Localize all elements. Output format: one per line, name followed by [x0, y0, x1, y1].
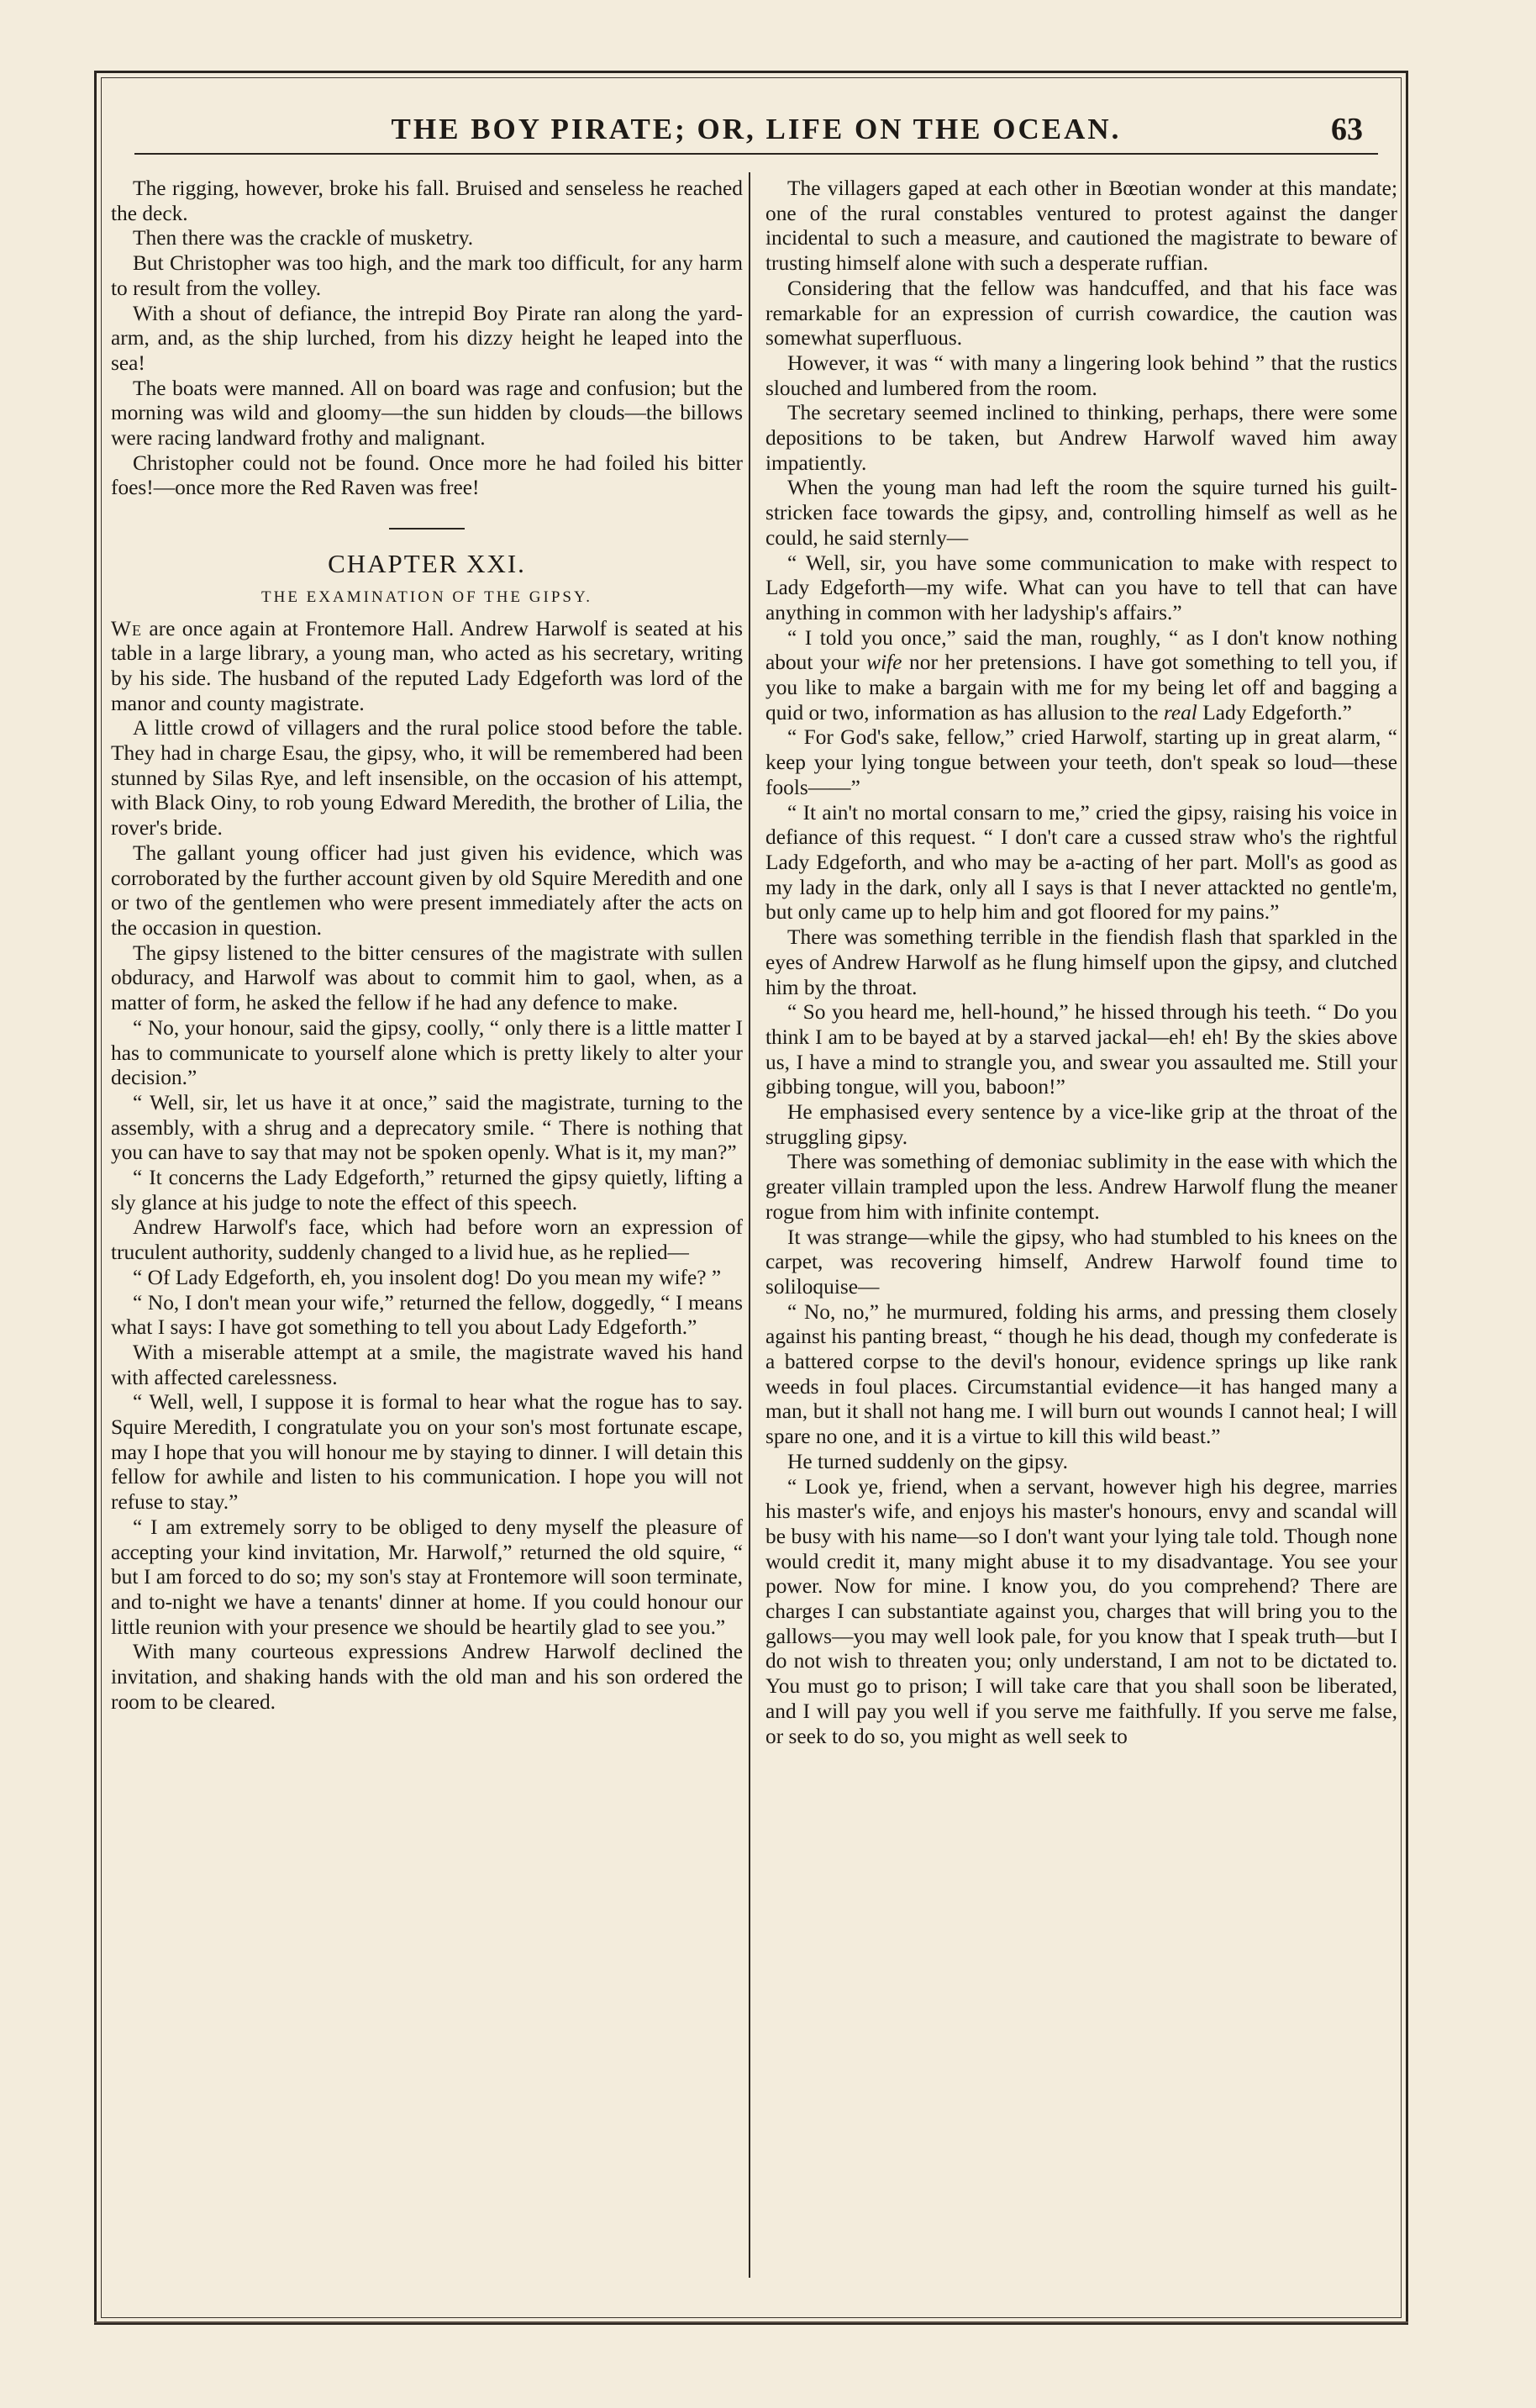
paragraph: “ It concerns the Lady Edgeforth,” returned the gipsy quietly, lifting a sly glance at his judge to note the effect of this speech.	[111, 1166, 743, 1215]
paragraph: “ For God's sake, fellow,” cried Harwolf, starting up in great alarm, “ keep your lying tongue between your teeth, don't speak so loud—these fools——”	[765, 725, 1397, 799]
section-rule	[389, 528, 465, 530]
paragraph: The villagers gaped at each other in Bœotian wonder at this mandate; one of the rural constables ventured to protest against the danger incidental to such a measure, and cautioned the magistrate to beware of trusting himself alone with such a desperate ruffian.	[765, 177, 1397, 276]
paragraph: The boats were manned. All on board was rage and confusion; but the morning was wild and gloomy—the sun hidden by clouds—the billows were racing landward frothy and malignant.	[111, 376, 743, 451]
paragraph: There was something terrible in the fiendish flash that sparkled in the eyes of Andrew Harwolf as he flung himself upon the gipsy, and clutched him by the throat.	[765, 925, 1397, 999]
paragraph-text: nor her pretensions. I have got something to tell you, if you like to make a bargain with me for my being let off and bagging a quid or two, information as has allusion to the	[765, 651, 1397, 725]
paragraph: “ So you heard me, hell-hound,” he hissed through his teeth. “ Do you think I am to be bayed at by a starved jackal—eh! eh! By the skies above us, I have a mind to strangle you, and swear you assaulted me. Still your gibbing tongue, will you, baboon!”	[765, 1000, 1397, 1099]
chapter-subtitle: THE EXAMINATION OF THE GIPSY.	[261, 588, 592, 606]
paragraph: However, it was “ with many a lingering look behind ” that the rustics slouched and lumbered from the room.	[765, 350, 1397, 400]
paragraph: When the young man had left the room the squire turned his guilt-stricken face towards the gipsy, and, controlling himself as well as he could, he said sternly—	[765, 476, 1397, 550]
italic-word: real	[1163, 700, 1197, 725]
paragraph: “ It ain't no mortal consarn to me,” cried the gipsy, raising his voice in defiance of this request. “ I don't care a cussed straw who's the rightful Lady Edgeforth, and who may be a-acting of her part. Moll's as good as my lady in the dark, only all I says is that I never attackted no gentle'm, but only came up to help him and got floored for my pains.”	[765, 800, 1397, 925]
paragraph: The gipsy listened to the bitter censures of the magistrate with sullen obduracy, and Harwolf was about to commit him to gaol, when, as a matter of form, he asked the fellow if he had any defence to make.	[111, 941, 743, 1015]
bottom-rule	[94, 2321, 1408, 2323]
column-divider	[749, 172, 750, 2278]
right-column	[765, 177, 1397, 2261]
paragraph: He emphasised every sentence by a vice-like grip at the throat of the struggling gipsy.	[765, 1100, 1397, 1149]
left-column	[111, 177, 743, 2261]
paragraph: Andrew Harwolf's face, which had before worn an expression of truculent authority, suddenly changed to a livid hue, as he replied—	[111, 1215, 743, 1265]
paragraph: “ Well, sir, you have some communication to make with respect to Lady Edgeforth—my wife. What can you have to tell that can have anything in common with her ladyship's affairs.”	[765, 551, 1397, 624]
paragraph: “ Well, sir, let us have it at once,” said the magistrate, turning to the assembly, with a shrug and a deprecatory smile. “ There is nothing that you can have to say that may not be spoken openly. What is it, my man?”	[111, 1090, 743, 1165]
paragraph	[111, 617, 743, 717]
paragraph: “ Look ye, friend, when a servant, however high his degree, marries his master's wife, and enjoys his master's honours, envy and scandal will be busy with his name—so I don't want your lying tale told. Though none would credit it, many might abuse it to my disadvantage. You see your power. Now for mine. I know you, do you comprehend? There are charges I can substantiate against you, charges that will bring you to the gallows—you may well look pale, for you know that I speak truth—but I do not wish to threaten you; only understand, I am not to be dictated to. You must go to prison; I will take care that you shall soon be liberated, and I will pay you well if you serve me faithfully. If you serve me false, or seek to do so, you might as well seek to	[765, 1474, 1397, 1748]
paragraph: “ No, your honour, said the gipsy, coolly, “ only there is a little matter I has to communicate to yourself alone which is pretty likely to alter your decision.”	[111, 1015, 743, 1090]
paragraph: “ I am extremely sorry to be obliged to deny myself the pleasure of accepting your kind invitation, Mr. Harwolf,” returned the old squire, “ but I am forced to do so; my son's stay at Frontemore will soon terminate, and to-night we have a tenants' dinner at home. If you could honour our little reunion with your presence we should be heartily glad to see you.”	[111, 1515, 743, 1639]
paragraph: He turned suddenly on the gipsy.	[787, 1449, 1069, 1473]
paragraph: “ No, no,” he murmured, folding his arms, and pressing them closely against his panting breast, “ though he his dead, though my confederate is a battered corpse to the devil's honour, evidence springs up like rank weeds in foul places. Circumstantial evidence—it has hanged many a man, but it shall not hang me. I will burn out wounds I cannot heal; I will spare no one, and it is a virtue to kill this wild beast.”	[765, 1299, 1397, 1449]
paragraph: There was something of demoniac sublimity in the ease with which the greater villain trampled upon the less. Andrew Harwolf flung the meaner rogue from him with infinite contempt.	[765, 1150, 1397, 1224]
paragraph: It was strange—while the gipsy, who had stumbled to his knees on the carpet, was recovering himself, Andrew Harwolf found time to soliloquise—	[765, 1225, 1397, 1299]
running-head	[134, 111, 1378, 155]
paragraph-text: “ I told you once,” said the man, roughly, “ as I don't know nothing about your	[765, 625, 1397, 675]
paragraph: “ Well, well, I suppose it is formal to hear what the rogue has to say. Squire Meredith, I congratulate you on your son's most fortunate escape, may I hope that you will honour me by staying to dinner. I will detain this fellow for awhile and listen to his communication. I hope you will not refuse to stay.”	[111, 1390, 743, 1515]
paragraph: A little crowd of villagers and the rural police stood before the table. They had in charge Esau, the gipsy, who, it will be remembered had been stunned by Silas Rye, and left insensible, on the occasion of his attempt, with Black Oiny, to rob young Edward Meredith, the brother of Lilia, the rover's bride.	[111, 716, 743, 840]
paragraph: The secretary seemed inclined to thinking, perhaps, there were some depositions to be taken, but Andrew Harwolf waved him away impatiently.	[765, 401, 1397, 475]
paragraph-text: Lady Edgeforth.”	[1197, 700, 1352, 725]
italic-word: wife	[866, 651, 902, 675]
paragraph: “ Of Lady Edgeforth, eh, you insolent dog! Do you mean my wife? ”	[133, 1265, 722, 1289]
paragraph: Considering that the fellow was handcuffed, and that his face was remarkable for an expression of currish cowardice, the caution was somewhat superfluous.	[765, 276, 1397, 350]
paragraph: “ No, I don't mean your wife,” returned the fellow, doggedly, “ I means what I says: I have got something to tell you about Lady Edgeforth.”	[111, 1290, 743, 1340]
paragraph	[765, 626, 1397, 726]
page-number: 63	[1331, 112, 1363, 147]
paragraph-text: are once again at Frontemore Hall. Andrew Harwolf is seated at his table in a large library, a young man, who acted as his secretary, writing by his side. The husband of the reputed Lady Edgeforth was lord of the manor and county magistrate.	[111, 616, 743, 715]
running-title: THE BOY PIRATE; OR, LIFE ON THE OCEAN.	[391, 113, 1122, 145]
paragraph: Christopher could not be found. Once more he had foiled his bitter foes!—once more the Red Raven was free!	[111, 451, 743, 500]
paragraph: Then there was the crackle of musketry.	[133, 226, 474, 250]
paragraph: But Christopher was too high, and the mark too difficult, for any harm to result from the volley.	[111, 251, 743, 300]
drop-word: We	[111, 616, 142, 640]
paragraph: The rigging, however, broke his fall. Bruised and senseless he reached the deck.	[111, 177, 743, 225]
paragraph: The gallant young officer had just given his evidence, which was corroborated by the further account given by old Squire Meredith and one or two of the gentlemen who were present immediately after the acts on the occasion in question.	[111, 840, 743, 940]
paragraph: With a miserable attempt at a smile, the magistrate waved his hand with affected carelessness.	[111, 1340, 743, 1389]
paragraph: With a shout of defiance, the intrepid Boy Pirate ran along the yard-arm, and, as the ship lurched, from his dizzy height he leaped into the sea!	[111, 301, 743, 375]
chapter-heading: CHAPTER XXI.	[328, 549, 526, 579]
paragraph: With many courteous expressions Andrew Harwolf declined the invitation, and shaking hands with the old man and his son ordered the room to be cleared.	[111, 1640, 743, 1714]
